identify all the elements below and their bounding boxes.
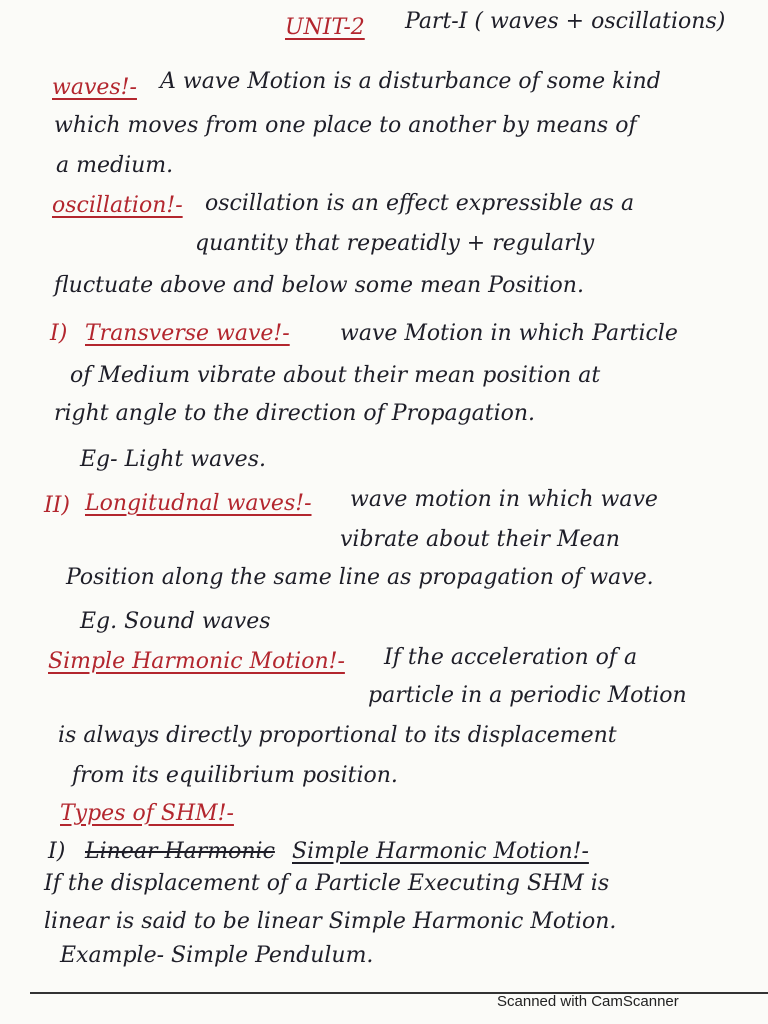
transverse-number: I) bbox=[50, 321, 68, 346]
longitudinal-example: Eg. Sound waves bbox=[80, 609, 271, 634]
shm-heading: Simple Harmonic Motion!- bbox=[48, 649, 345, 674]
part-title: Part-I ( waves + oscillations) bbox=[405, 9, 726, 34]
transverse-line-2: of Medium vibrate about their mean position at bbox=[70, 363, 601, 388]
waves-line-2: which moves from one place to another by means of bbox=[54, 113, 637, 138]
linear-line-2: linear is said to be linear Simple Harmonic Motion. bbox=[44, 909, 617, 934]
oscillation-line-2: quantity that repeatidly + regularly bbox=[195, 231, 595, 256]
linear-struck-text: Linear Harmonic bbox=[85, 839, 275, 864]
transverse-example: Eg- Light waves. bbox=[80, 447, 266, 472]
shm-line-2: particle in a periodic Motion bbox=[368, 683, 687, 708]
oscillation-line-3: fluctuate above and below some mean Position. bbox=[54, 273, 584, 298]
waves-line-3: a medium. bbox=[56, 153, 174, 178]
linear-number: I) bbox=[48, 839, 66, 864]
longitudinal-line-1: wave motion in which wave bbox=[350, 487, 658, 512]
shm-line-1: If the acceleration of a bbox=[384, 645, 638, 670]
oscillation-heading: oscillation!- bbox=[52, 193, 183, 218]
linear-line-1: If the displacement of a Particle Executing SHM is bbox=[44, 871, 610, 896]
longitudinal-heading: Longitudnal waves!- bbox=[85, 491, 312, 516]
waves-line-1: A wave Motion is a disturbance of some kind bbox=[160, 69, 661, 94]
scanner-watermark: Scanned with CamScanner bbox=[497, 993, 679, 1010]
transverse-line-1: wave Motion in which Particle bbox=[340, 321, 678, 346]
longitudinal-line-2: vibrate about their Mean bbox=[340, 527, 620, 552]
unit-title: UNIT-2 bbox=[285, 15, 365, 40]
linear-heading: Simple Harmonic Motion!- bbox=[292, 839, 589, 864]
waves-heading: waves!- bbox=[52, 75, 137, 100]
longitudinal-line-3: Position along the same line as propagation of wave. bbox=[66, 565, 654, 590]
shm-line-3: is always directly proportional to its displacement bbox=[58, 723, 617, 748]
oscillation-line-1: oscillation is an effect expressible as a bbox=[205, 191, 635, 216]
shm-line-4: from its equilibrium position. bbox=[72, 763, 398, 788]
transverse-heading: Transverse wave!- bbox=[85, 321, 290, 346]
longitudinal-number: II) bbox=[44, 493, 70, 518]
linear-example: Example- Simple Pendulum. bbox=[60, 943, 374, 968]
transverse-line-3: right angle to the direction of Propagation. bbox=[54, 401, 536, 426]
types-heading: Types of SHM!- bbox=[60, 801, 234, 826]
